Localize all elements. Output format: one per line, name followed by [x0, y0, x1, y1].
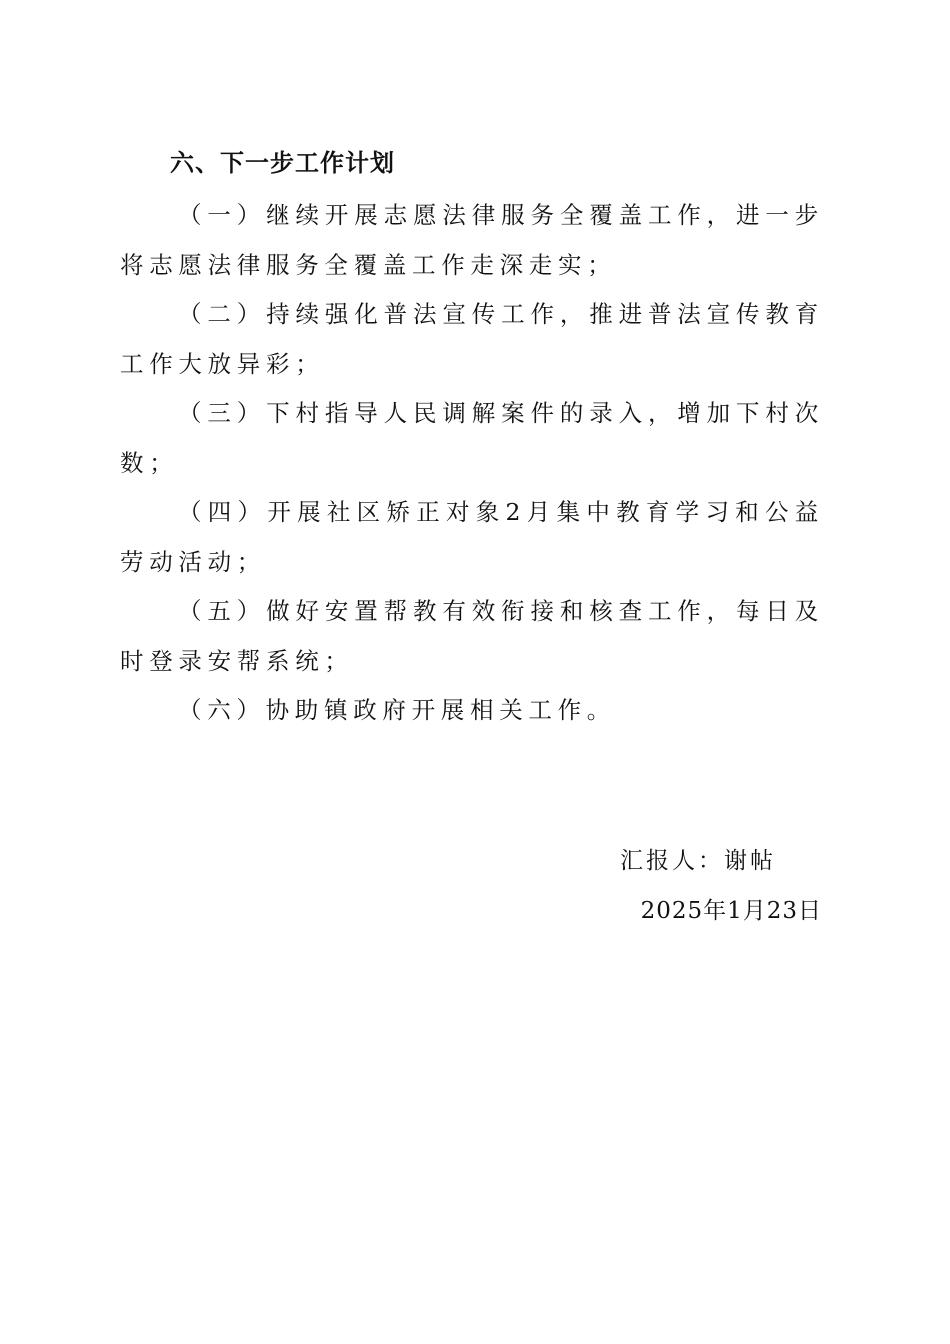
plan-item-1: （一）继续开展志愿法律服务全覆盖工作，进一步将志愿法律服务全覆盖工作走深走实； [120, 201, 824, 279]
report-date: 2025年1月23日 [640, 898, 822, 924]
plan-item-6: （六）协助镇政府开展相关工作。 [178, 696, 616, 724]
plan-item-2: （二）持续强化普法宣传工作，推进普法宣传教育工作大放异彩； [120, 300, 824, 378]
plan-item-5: （五）做好安置帮教有效衔接和核查工作，每日及时登录安帮系统； [120, 597, 824, 675]
section-heading: 六、下一步工作计划 [170, 149, 395, 177]
plan-list [120, 191, 824, 736]
reporter-signature: 汇报人：谢帖 [620, 848, 776, 874]
plan-item-4: （四）开展社区矫正对象2月集中教育学习和公益劳动活动； [120, 498, 824, 576]
plan-item-3: （三）下村指导人民调解案件的录入，增加下村次数； [120, 399, 824, 477]
